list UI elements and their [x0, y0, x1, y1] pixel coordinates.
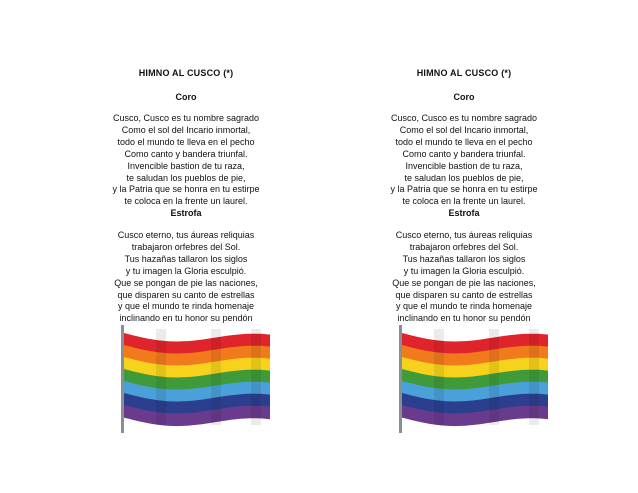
verse-line: Cusco, Cusco es tu nombre sagrado [112, 113, 260, 123]
verse-line: que disparen su canto de estrellas [395, 289, 533, 300]
estrofa-verse [56, 230, 316, 325]
coro-verse [56, 113, 316, 208]
verse-line: Cusco eterno, tus áureas reliquias [117, 230, 255, 240]
verse-line: trabajaron orfebres del Sol. [409, 241, 519, 252]
verse-line: te saludan los pueblos de pie, [404, 172, 524, 183]
verse-line: Invencible bastion de tu raza, [405, 160, 523, 171]
verse-line: todo el mundo te lleva en el pecho [395, 136, 533, 147]
verse-line: y que el mundo te rinda homenaje [117, 301, 255, 312]
estrofa-heading: Estrofa [448, 208, 480, 218]
verse-line: Como canto y bandera triunfal. [402, 148, 526, 159]
verse-line: Que se pongan de pie las naciones, [392, 277, 536, 288]
hymn-title: HIMNO AL CUSCO (*) [138, 68, 234, 78]
verse-line: Tus hazañas tallaron los siglos [402, 253, 526, 264]
verse-line: y la Patria que se honra en tu estirpe [112, 184, 260, 195]
verse-line: Como canto y bandera triunfal. [124, 148, 248, 159]
verse-line: te coloca en la frente un laurel. [124, 196, 248, 207]
flag-fold-shadow [251, 329, 261, 425]
flag-fold-shadow [529, 329, 539, 425]
verse-line: Tus hazañas tallaron los siglos [124, 253, 248, 264]
verse-line: Cusco, Cusco es tu nombre sagrado [390, 113, 538, 123]
verse-line: y tu imagen la Gloria esculpió. [403, 265, 525, 276]
coro-verse [334, 113, 594, 208]
estrofa-heading: Estrofa [170, 208, 202, 218]
verse-line: Invencible bastion de tu raza, [127, 160, 245, 171]
flag-fold-shadow [156, 329, 166, 425]
verse-line: te saludan los pueblos de pie, [126, 172, 246, 183]
flag-fold-shadow [211, 329, 221, 425]
flag-fold-shadow [434, 329, 444, 425]
coro-heading: Coro [175, 92, 197, 102]
verse-line: que disparen su canto de estrellas [117, 289, 255, 300]
verse-line: Cusco eterno, tus áureas reliquias [395, 230, 533, 240]
flag-pole [399, 325, 402, 433]
verse-line: inclinando en tu honor su pendón [397, 313, 531, 324]
verse-line: te coloca en la frente un laurel. [402, 196, 526, 207]
verse-line: y tu imagen la Gloria esculpió. [125, 265, 247, 276]
flag-fold-shadow [489, 329, 499, 425]
verse-line: inclinando en tu honor su pendón [119, 313, 253, 324]
rainbow-flag-icon [116, 325, 272, 433]
verse-line: todo el mundo te lleva en el pecho [117, 136, 255, 147]
flag-pole [121, 325, 124, 433]
estrofa-verse [334, 230, 594, 325]
verse-line: y la Patria que se honra en tu estirpe [390, 184, 538, 195]
verse-line: Como el sol del Incario inmortal, [399, 124, 529, 135]
hymn-title: HIMNO AL CUSCO (*) [416, 68, 512, 78]
verse-line: trabajaron orfebres del Sol. [131, 241, 241, 252]
coro-heading: Coro [453, 92, 475, 102]
verse-line: y que el mundo te rinda homenaje [395, 301, 533, 312]
rainbow-flag-icon [394, 325, 550, 433]
verse-line: Como el sol del Incario inmortal, [121, 124, 251, 135]
verse-line: Que se pongan de pie las naciones, [114, 277, 258, 288]
